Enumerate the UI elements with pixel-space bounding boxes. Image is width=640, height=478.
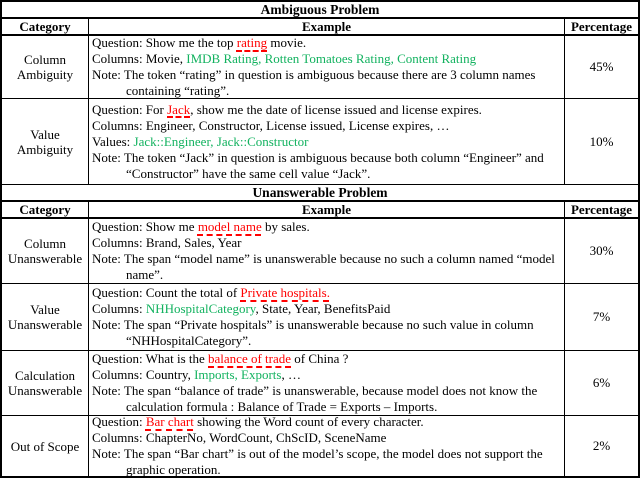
category-cell: Column Unanswerable [2,219,89,283]
text-segment: , show me the date of license issued and license expires. [190,101,482,117]
percentage-cell: 30% [564,219,638,283]
text-segment: Columns: Brand, Sales, Year [92,235,242,250]
example-line [92,118,560,134]
example-line [92,317,560,349]
category-cell: Value Unanswerable [2,284,89,350]
example-cell [89,99,564,184]
text-segment: Question: Show me [92,219,198,234]
example-line [92,383,560,415]
text-segment: Question: [92,414,146,429]
percentage-header: Percentage [564,19,638,34]
percentage-cell: 2% [564,416,638,476]
table-row [2,351,638,416]
example-line [92,367,560,383]
example-line [92,285,560,301]
table-row [2,284,638,351]
section-title: Unanswerable Problem [2,185,638,202]
text-segment: movie. [267,35,307,50]
highlighted-token: Private hospitals. [240,285,330,300]
category-cell: Out of Scope [2,416,89,476]
column-name-token: IMDB Rating, Rotten Tomatoes Rating, Content Rating [186,51,477,66]
highlighted-token: Bar chart [145,414,194,429]
example-line [92,301,560,317]
text-segment: Note: The token “rating” in question is ambiguous because there are 3 column names containing “rating”. [92,67,536,98]
text-segment: Note: The token “Jack” in question is ambiguous because both column “Engineer” and “Constructor” have the same cell value “Jack”. [92,149,544,181]
highlighted-token: balance of trade [208,351,292,366]
example-line [92,67,560,99]
text-segment: Note: The span “balance of trade” is unanswerable, because model does not know the calculation formula : Balance of Trade = Exports – Imports. [92,383,538,414]
text-segment: Columns: Movie, [92,51,187,66]
column-name-token: Imports, Exports [194,367,282,382]
text-segment: Columns: [92,301,146,316]
percentage-header: Percentage [564,202,638,217]
example-line [92,150,560,182]
column-header-row [2,202,638,219]
text-segment: , … [281,367,301,382]
text-segment: Note: The span “model name” is unanswerable because no such a column named “model name”. [92,251,555,282]
highlighted-token: model name [197,219,262,234]
example-header: Example [301,18,352,34]
text-segment: Question: Count the total of [92,285,241,300]
text-segment: Question: For [92,101,168,117]
example-cell [89,416,564,476]
category-cell: Calculation Unanswerable [2,351,89,415]
text-segment: by sales. [261,219,310,234]
example-cell [89,36,564,98]
example-line [92,102,560,118]
column-name-token: NHHospitalCategory [145,301,256,316]
text-segment: of China ? [291,351,349,366]
example-line [92,35,560,51]
text-segment: Columns: Country, [92,367,195,382]
table-row [2,219,638,284]
column-header-row [2,19,638,36]
example-line [92,446,560,478]
highlighted-token: Jack [167,101,191,117]
percentage-cell: 6% [564,351,638,415]
text-segment: Note: The span “Bar chart” is out of the model’s scope, the model does not support the graphic operation. [92,446,543,477]
example-line [92,235,560,251]
text-segment: Columns: ChapterNo, WordCount, ChScID, SceneName [92,430,387,445]
text-segment: Values: [92,133,134,149]
percentage-cell: 45% [564,36,638,98]
category-header: Category [2,19,89,34]
example-cell [89,284,564,350]
column-name-token: Jack::Engineer, Jack::Constructor [133,133,309,149]
example-line [92,414,560,430]
example-line [92,219,560,235]
highlighted-token: rating [236,35,268,50]
example-cell [89,351,564,415]
example-line [92,351,560,367]
category-cell: Value Ambiguity [2,99,89,184]
percentage-cell: 7% [564,284,638,350]
example-header: Example [301,201,352,217]
category-cell: Column Ambiguity [2,36,89,98]
text-segment: , State, Year, BenefitsPaid [255,301,391,316]
percentage-cell: 10% [564,99,638,184]
text-segment: Note: The span “Private hospitals” is unanswerable because no such value in column “NHHospitalCategory”. [92,317,534,348]
category-header: Category [2,202,89,217]
text-segment: Question: Show me the top [92,35,237,50]
example-line [92,251,560,283]
section-title: Ambiguous Problem [2,2,638,19]
example-line [92,430,560,446]
table-section-unanswerable [2,185,638,476]
example-cell [89,219,564,283]
table-section-ambiguous [2,2,638,185]
text-segment: showing the Word count of every character. [193,414,424,429]
text-segment: Columns: Engineer, Constructor, License issued, License expires, … [92,117,450,133]
example-line [92,51,560,67]
table-row [2,416,638,476]
text-segment: Question: What is the [92,351,209,366]
example-line [92,134,560,150]
table-row [2,36,638,99]
table-row [2,99,638,185]
